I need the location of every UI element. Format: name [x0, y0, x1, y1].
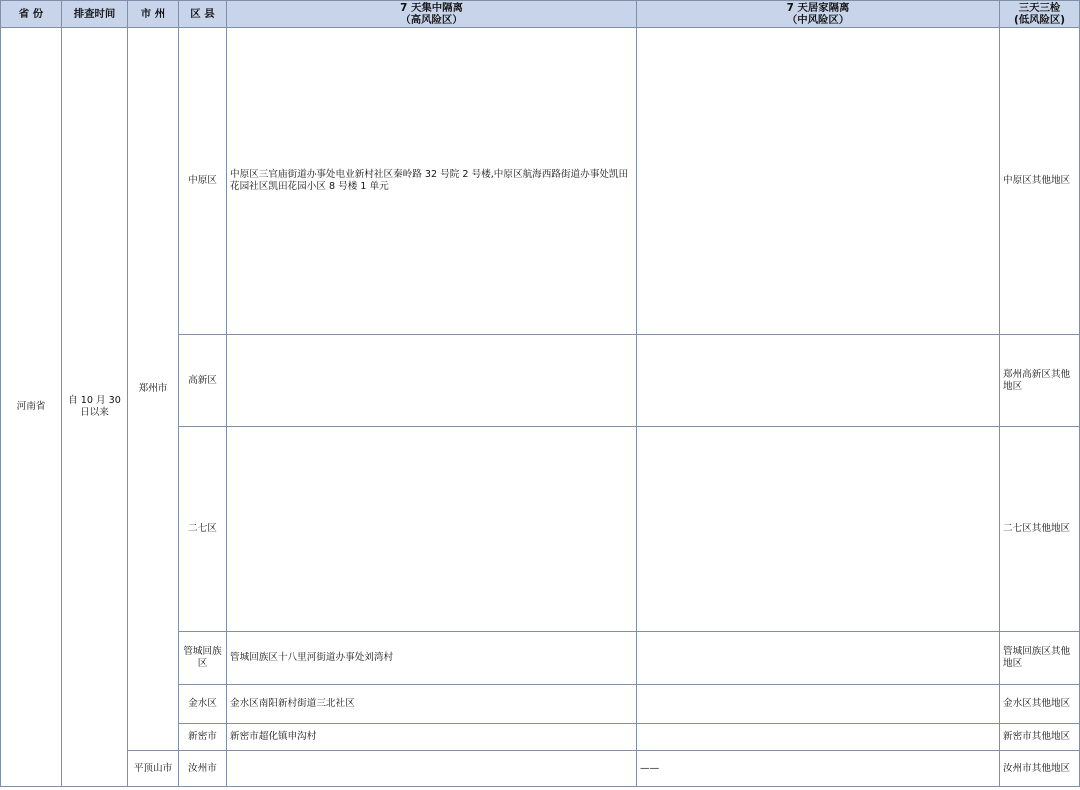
table-row-zhongyuan: [1, 28, 1080, 335]
high-risk-cell: [227, 335, 637, 427]
header-mid-risk-title: 7 天居家隔离: [786, 1, 850, 14]
low-risk-cell: 汝州市其他地区: [1000, 751, 1080, 787]
header-row: [1, 1, 1080, 28]
county-cell: 二七区: [179, 427, 227, 632]
high-risk-cell: 新密市超化镇申沟村: [227, 724, 637, 751]
low-risk-cell: 金水区其他地区: [1000, 685, 1080, 724]
low-risk-cell: 新密市其他地区: [1000, 724, 1080, 751]
header-mid-risk-subtitle: （中风险区）: [786, 14, 850, 26]
time-cell: 自 10 月 30 日以来: [62, 28, 128, 787]
province-cell: 河南省: [1, 28, 62, 787]
county-cell: 金水区: [179, 685, 227, 724]
city-cell-pingdingshan: 平顶山市: [128, 751, 179, 787]
mid-risk-cell: ——: [637, 751, 1000, 787]
county-cell: 新密市: [179, 724, 227, 751]
low-risk-cell: 中原区其他地区: [1000, 28, 1080, 335]
high-risk-cell: 管城回族区十八里河街道办事处刘湾村: [227, 632, 637, 685]
low-risk-cell: 管城回族区其他地区: [1000, 632, 1080, 685]
header-province: 省 份: [1, 1, 62, 28]
mid-risk-cell: [637, 335, 1000, 427]
county-cell: 中原区: [179, 28, 227, 335]
header-time: 排查时间: [62, 1, 128, 28]
county-cell: 管城回族区: [179, 632, 227, 685]
low-risk-cell: 郑州高新区其他地区: [1000, 335, 1080, 427]
low-risk-cell: 二七区其他地区: [1000, 427, 1080, 632]
high-risk-cell: [227, 751, 637, 787]
county-cell: 高新区: [179, 335, 227, 427]
header-city: 市 州: [128, 1, 179, 28]
mid-risk-cell: [637, 28, 1000, 335]
header-low-risk-title: 三天三检: [1018, 1, 1061, 14]
city-cell-zhengzhou: 郑州市: [128, 28, 179, 751]
county-cell: 汝州市: [179, 751, 227, 787]
high-risk-cell: 中原区三官庙街道办事处电业新村社区秦岭路 32 号院 2 号楼,中原区航海西路街道办事处凯田花园社区凯田花园小区 8 号楼 1 单元: [227, 28, 637, 335]
header-high-risk-title: 7 天集中隔离: [400, 1, 463, 14]
header-mid-risk: [637, 1, 1000, 28]
mid-risk-cell: [637, 632, 1000, 685]
mid-risk-cell: [637, 685, 1000, 724]
header-county: 区 县: [179, 1, 227, 28]
header-low-risk: [1000, 1, 1080, 28]
header-high-risk-subtitle: （高风险区）: [400, 14, 463, 26]
high-risk-cell: 金水区南阳新村街道三北社区: [227, 685, 637, 724]
table-row-ruzhou: [1, 751, 1080, 787]
mid-risk-cell: [637, 427, 1000, 632]
high-risk-cell: [227, 427, 637, 632]
header-low-risk-subtitle: (低风险区): [1013, 14, 1066, 26]
header-high-risk: [227, 1, 637, 28]
mid-risk-cell: [637, 724, 1000, 751]
